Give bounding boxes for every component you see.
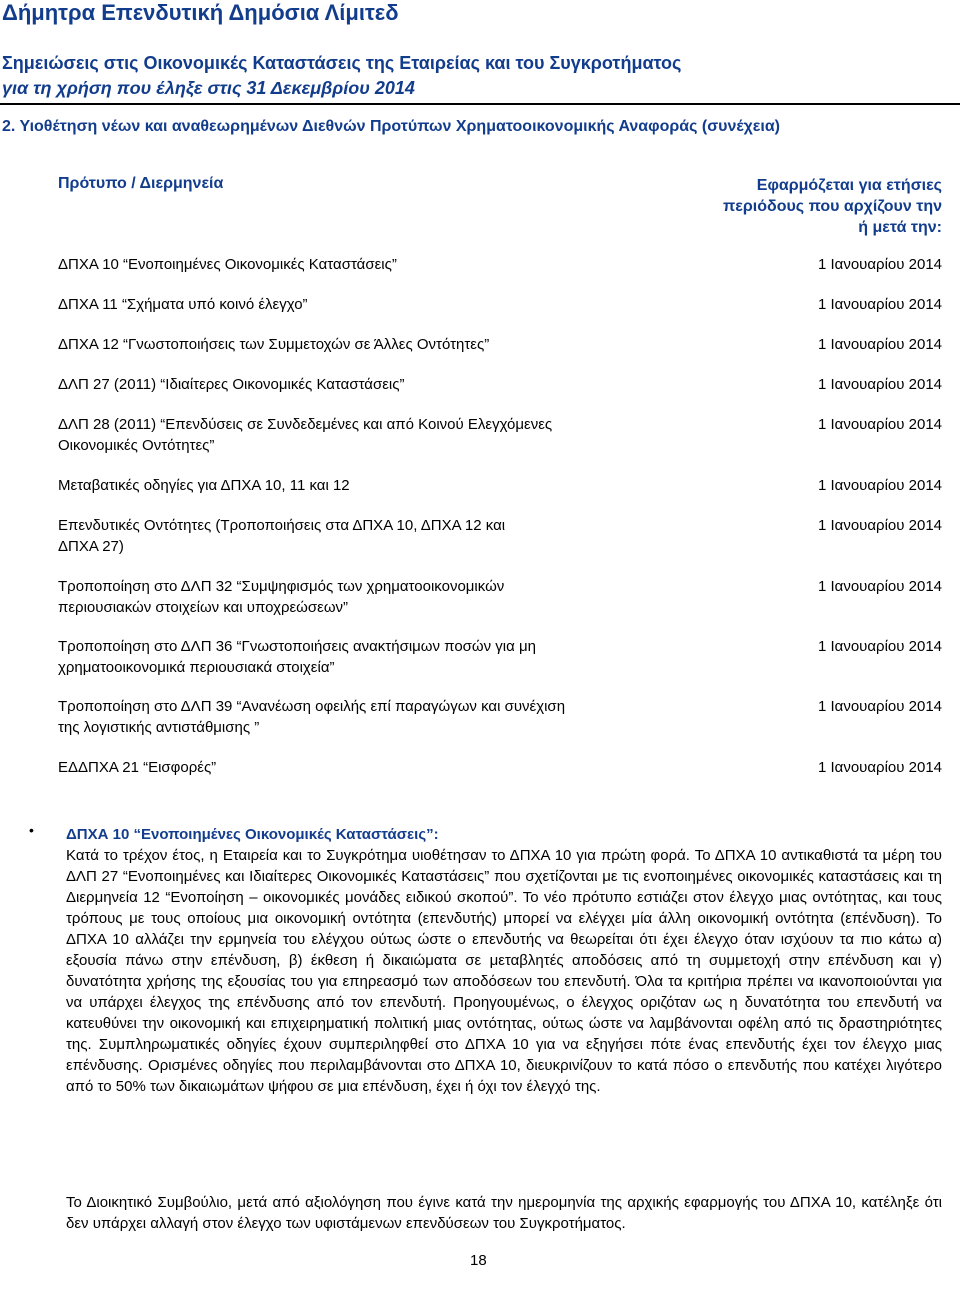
standard-name [58, 576, 678, 618]
standard-name [58, 636, 678, 678]
note-paragraph: Κατά το τρέχον έτος, η Εταιρεία και το Συγκρότημα υιοθέτησαν το ΔΠΧΑ 10 για πρώτη φορά. Το ΔΠΧΑ 10 αντικαθιστά τα μέρη του ΔΛΠ 27 “Ενοποιημένες και Ιδιαίτερες Οικονομικές Καταστάσεις” που σχετίζονται με τις ενοποιημένες οικονομικές καταστάσεις και τη Διερμηνεία 12 “Ενοποίηση – οικονομικές μονάδες ειδικού σκοπού”. Το νέο πρότυπο εστιάζει στον έλεγχο μιας οντότητας, και τους τρόπους με τους οποίους μια οικονομική οντότητα (επενδυτής) μπορεί να ελέγχει μία άλλη οικονομική οντότητα (επένδυση). Το ΔΠΧΑ 10 αλλάζει την ερμηνεία του ελέγχου ούτως ώστε ο επενδυτής να θεωρείται ότι έχει έλεγχο όταν ισχύουν τα πιο κάτω α) εξουσία πάνω στην επένδυση, β) έκθεση ή δικαιώματα σε μεταβλητές αποδόσεις από τη συμμετοχή στην επένδυση και γ) δυνατότητα χρήσης της εξουσίας του για επηρεασμό των αποδόσεων του επενδυτή. Όλα τα κριτήρια πρέπει να ικανοποιούνται για να υπάρχει έλεγχος της επένδυσης από τον επενδυτή. Προηγουμένως, ο έλεγχος οριζόταν ως η δυνατότητα του επενδυτή να κατευθύνει την οικονομική και επιχειρηματική πολιτική μιας οντότητας, ούτως ώστε να λαμβάνονται οφέλη από τις δραστηριότητες της. Συμπληρωματικές οδηγίες έχουν συμπεριληφθεί στο ΔΠΧΑ 10 για να εξηγήσει πότε ένας επενδυτής έχει τον έλεγχο μιας επένδυσης. Ορισμένες οδηγίες που περιλαμβάνονται στο ΔΠΧΑ 10, διευκρινίζουν το κατά πόσο ο επενδυτής που κατέχει λιγότερο από το 50% των δικαιωμάτων ψήφου σε μια επένδυση, έχει ή όχι τον έλεγχό της. [66, 847, 942, 1095]
column-header-line: ή μετά την: [858, 219, 942, 236]
standard-line: περιουσιακών στοιχείων και υποχρεώσεων” [58, 599, 349, 616]
standard-line: της λογιστικής αντιστάθμισης ” [58, 719, 260, 736]
standard-line: Επενδυτικές Οντότητες (Τροποποιήσεις στα ΔΠΧΑ 10, ΔΠΧΑ 12 και [58, 517, 506, 534]
standard-line: ΕΔΔΠΧΑ 21 “Εισφορές” [58, 759, 217, 776]
reporting-period: για τη χρήση που έληξε στις 31 Δεκεμβρίου 2014 [2, 78, 415, 98]
standard-line: ΔΠΧΑ 27) [58, 538, 124, 555]
standard-line: ΔΠΧΑ 12 “Γνωστοποιήσεις των Συμμετοχών σε Άλλες Οντότητες” [58, 336, 490, 353]
board-conclusion-paragraph: Το Διοικητικό Συμβούλιο, μετά από αξιολόγηση που έγινε κατά την ημερομηνία της αρχικής εφαρμογής του ΔΠΧΑ 10, κατέληξε ότι δεν υπάρχει αλλαγή στον έλεγχο των υφιστάμενων επενδύσεων του Συγκροτήματος. [66, 1194, 942, 1232]
effective-date: 1 Ιανουαρίου 2014 [817, 296, 942, 313]
effective-date: 1 Ιανουαρίου 2014 [817, 698, 942, 715]
standard-name [58, 374, 678, 395]
ifrs10-note [66, 824, 942, 1097]
company-name: Δήμητρα Επενδυτική Δημόσια Λίμιτεδ [2, 0, 399, 25]
standard-line: χρηματοοικονομικά περιουσιακά στοιχεία” [58, 659, 335, 676]
table-row [58, 294, 942, 315]
header-divider [0, 103, 960, 105]
standard-name [58, 696, 678, 738]
standard-line: Οικονομικές Οντότητες” [58, 437, 215, 454]
standard-line: Τροποποίηση στο ΔΛΠ 32 “Συμψηφισμός των χρηματοοικονομικών [58, 578, 505, 595]
effective-date: 1 Ιανουαρίου 2014 [817, 578, 942, 595]
effective-date: 1 Ιανουαρίου 2014 [817, 376, 942, 393]
standard-line: ΔΛΠ 28 (2011) “Επενδύσεις σε Συνδεδεμένες και από Κοινού Ελεγχόμενες [58, 416, 553, 433]
standard-name [58, 515, 678, 557]
effective-date: 1 Ιανουαρίου 2014 [817, 517, 942, 534]
table-row [58, 374, 942, 395]
standard-name [58, 254, 678, 275]
page-number: 18 [470, 1252, 487, 1269]
table-row [58, 757, 942, 778]
effective-date: 1 Ιανουαρίου 2014 [817, 336, 942, 353]
column-header-line: Εφαρμόζεται για ετήσιες [756, 177, 942, 194]
standard-name [58, 414, 678, 456]
column-header-line: περιόδους που αρχίζουν την [723, 198, 942, 215]
standard-line: ΔΛΠ 27 (2011) “Ιδιαίτερες Οικονομικές Καταστάσεις” [58, 376, 405, 393]
bullet-icon: • [29, 822, 34, 838]
standard-line: Τροποποίηση στο ΔΛΠ 36 “Γνωστοποιήσεις ανακτήσιμων ποσών για μη [58, 638, 536, 655]
standard-name [58, 475, 678, 496]
column-header-standard: Πρότυπο / Διερμηνεία [58, 175, 224, 192]
document-subtitle: Σημειώσεις στις Οικονομικές Καταστάσεις της Εταιρείας και του Συγκροτήματος [2, 53, 682, 73]
table-row [58, 576, 942, 618]
standard-line: Τροποποίηση στο ΔΛΠ 39 “Ανανέωση οφειλής επί παραγώγων και συνέχιση [58, 698, 566, 715]
table-row [58, 636, 942, 678]
table-row [58, 515, 942, 557]
standard-name [58, 294, 678, 315]
table-row [58, 254, 942, 275]
standard-name [58, 757, 678, 778]
standard-line: Μεταβατικές οδηγίες για ΔΠΧΑ 10, 11 και 12 [58, 477, 350, 494]
table-row [58, 334, 942, 355]
effective-date: 1 Ιανουαρίου 2014 [817, 638, 942, 655]
note-heading: ΔΠΧΑ 10 “Ενοποιημένες Οικονομικές Καταστάσεις”: [66, 826, 439, 843]
standard-line: ΔΠΧΑ 11 “Σχήματα υπό κοινό έλεγχο” [58, 296, 308, 313]
standard-name [58, 334, 678, 355]
effective-date: 1 Ιανουαρίου 2014 [817, 256, 942, 273]
table-row [58, 475, 942, 496]
standard-line: ΔΠΧΑ 10 “Ενοποιημένες Οικονομικές Καταστάσεις” [58, 256, 397, 273]
column-header-effective-date [723, 175, 942, 238]
table-row [58, 414, 942, 456]
effective-date: 1 Ιανουαρίου 2014 [817, 759, 942, 776]
table-row [58, 696, 942, 738]
section-title: 2. Υιοθέτηση νέων και αναθεωρημένων Διεθνών Προτύπων Χρηματοοικονομικής Αναφοράς (συνέχεια) [2, 118, 780, 135]
effective-date: 1 Ιανουαρίου 2014 [817, 477, 942, 494]
effective-date: 1 Ιανουαρίου 2014 [817, 416, 942, 433]
